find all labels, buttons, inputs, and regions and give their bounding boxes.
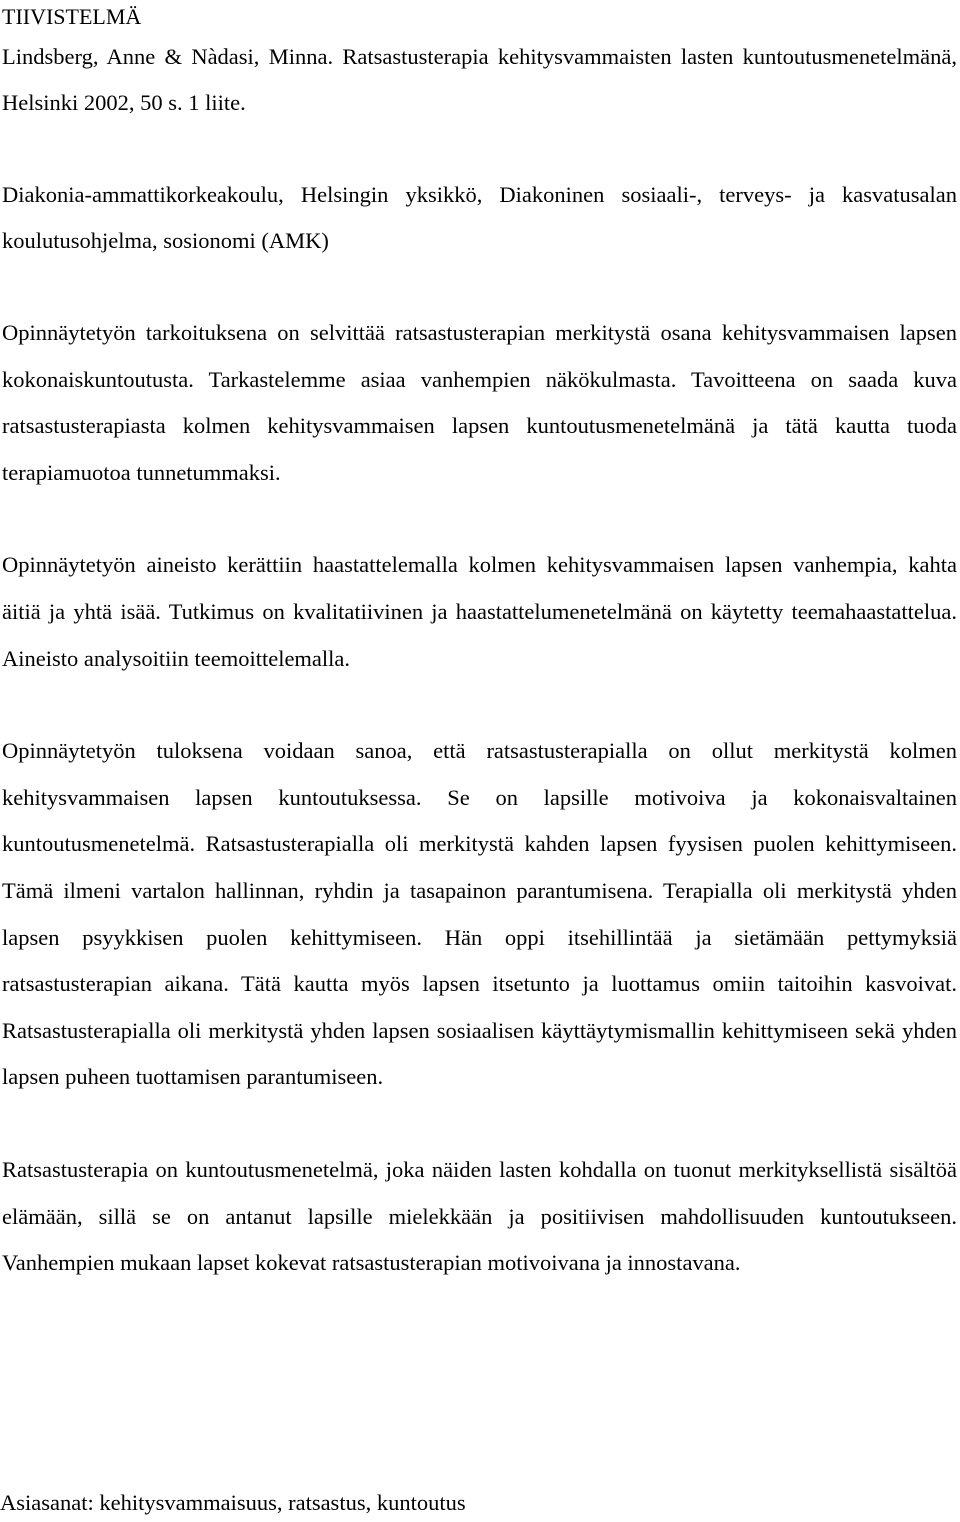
institution: Diakonia-ammattikorkeakoulu, Helsingin yksikkö, Diakoninen sosiaali-, terveys- ja kasvatusalan koulutusohjelma, sosionomi (AMK) [2,182,957,253]
abstract-page [2,0,957,1287]
spacer [2,264,957,310]
citation: Lindsberg, Anne & Nàdasi, Minna. Ratsastusterapia kehitysvammaisten lasten kuntoutusmenetelmänä, Helsinki 2002, 50 s. 1 liite. [2,44,957,115]
paragraph-conclusion: Ratsastusterapia on kuntoutusmenetelmä, joka näiden lasten kohdalla on tuonut merkityksellistä sisältöä elämään, sillä se on antanut lapsille mielekkään ja positiivisen mahdollisuuden kuntoutukseen. Vanhempien mukaan lapset kokevat ratsastusterapian motivoivana ja innostavana. [2,1156,957,1276]
paragraph-method: Opinnäytetyön aineisto kerättiin haastattelemalla kolmen kehitysvammaisen lapsen vanhempia, kahta äitiä ja yhtä isää. Tutkimus on kvalitatiivinen ja haastattelumenetelmänä on käytetty teemahaastattelua. Aineisto analysoitiin teemoittelemalla. [2,552,957,671]
paragraph-results: Opinnäytetyön tuloksena voidaan sanoa, että ratsastusterapialla on ollut merkitystä kolmen kehitysvammaisen lapsen kuntoutuksessa. Se on lapsille motivoiva ja kokonaisvaltainen kuntoutusmenetelmä. Ratsastusterapialla oli merkitystä kahden lapsen fyysisen puolen kehittymiseen. Tämä ilmeni vartalon hallinnan, ryhdin ja tasapainon parantumisena. Terapialla oli merkitystä yhden lapsen psyykkisen puolen kehittymiseen. Hän oppi itsehillintää ja sietämään pettymyksiä ratsastusterapian aikana. Tätä kautta myös lapsen itsetunto ja luottamus omiin taitoihin kasvoivat. Ratsastusterapialla oli merkitystä yhden lapsen sosiaalisen käyttäytymismallin kehittymiseen sekä yhden lapsen puheen tuottamisen parantumiseen. [2,738,957,1090]
spacer [2,496,957,542]
spacer [2,126,957,172]
spacer [2,682,957,728]
paragraph-purpose: Opinnäytetyön tarkoituksena on selvittää ratsastusterapian merkitystä osana kehitysvammaisen lapsen kokonaiskuntoutusta. Tarkastelemme asiaa vanhempien näkökulmasta. Tavoitteena on saada kuva ratsastusterapiasta kolmen kehitysvammaisen lapsen kuntoutusmenetelmänä ja tätä kautta tuoda terapiamuotoa tunnetummaksi. [2,320,957,485]
keywords: Asiasanat: kehitysvammaisuus, ratsastus, kuntoutus [0,1490,466,1515]
abstract-heading: TIIVISTELMÄ [2,4,142,29]
spacer [2,1101,957,1147]
